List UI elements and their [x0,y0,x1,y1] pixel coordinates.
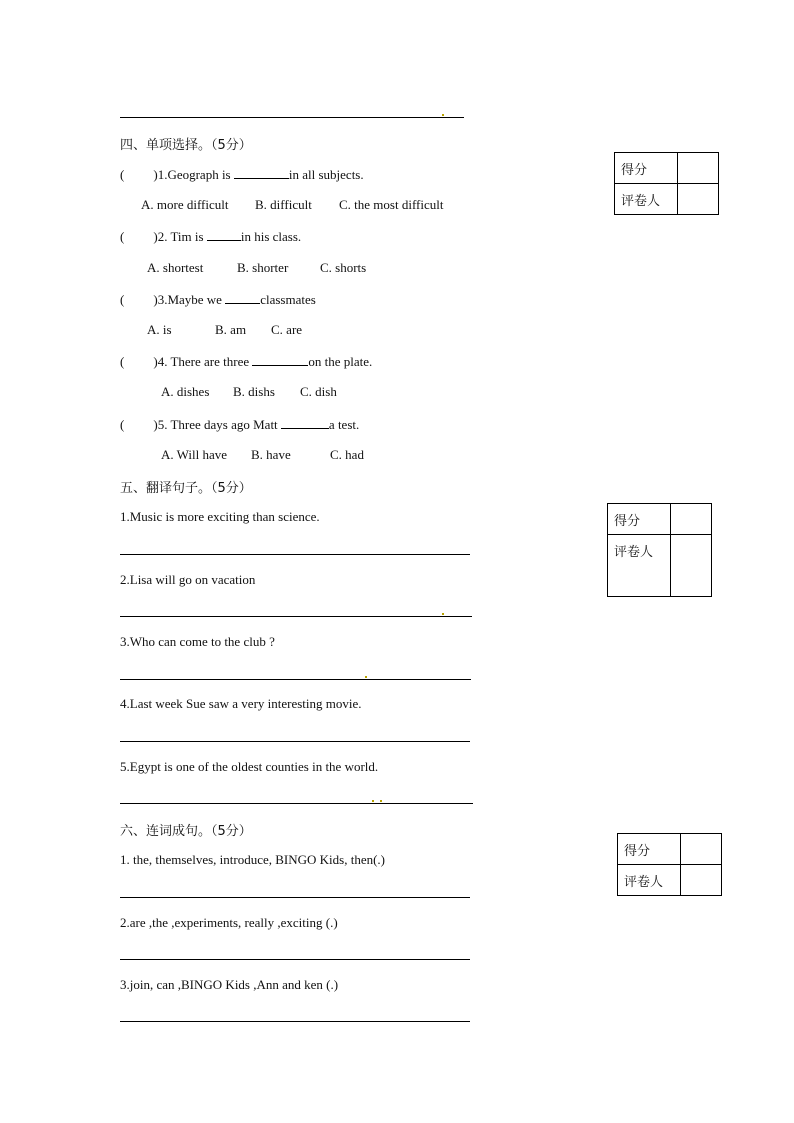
option-b[interactable]: B. dishs [233,384,275,399]
grader-label: 评卷人 [615,184,678,215]
question-text-end: a test. [328,417,360,432]
translate-item-5: 5.Egypt is one of the oldest counties in the world. [120,759,379,774]
speck [365,676,367,678]
option-a[interactable]: A. is [147,322,172,337]
reorder-item-2: 2.are ,the ,experiments, really ,exciting (.) [120,915,338,930]
score-field[interactable] [671,504,712,535]
reorder-item-3: 3.join, can ,BINGO Kids ,Ann and ken (.) [120,977,339,992]
option-a[interactable]: A. dishes [161,384,210,399]
question-4: ( )4. There are three on the plate. [120,354,373,369]
grader-label: 评卷人 [608,535,671,597]
speck [442,114,444,116]
question-1: ( )1.Geograph is in all subjects. [120,167,364,182]
option-b[interactable]: B. difficult [255,197,312,212]
top-rule-thin [344,117,464,118]
grader-field[interactable] [671,535,712,597]
translate-item-1: 1.Music is more exciting than science. [120,509,320,524]
option-c[interactable]: C. are [271,322,303,337]
section5-header: 五、翻译句子。（5分） [120,481,252,496]
top-rule [120,117,344,118]
score-box-section6 [617,833,722,896]
question-text: 4. There are three [157,354,253,369]
answer-line[interactable] [120,959,344,960]
translate-item-4: 4.Last week Sue saw a very interesting movie. [120,696,362,711]
question-text: 5. Three days ago Matt [157,417,281,432]
translate-item-3: 3.Who can come to the club ? [120,634,275,649]
answer-line[interactable] [120,741,344,742]
option-b[interactable]: B. have [251,447,291,462]
speck [442,613,444,615]
question-3: ( )3.Maybe we classmates [120,292,316,307]
grader-field[interactable] [678,184,719,215]
option-b[interactable]: B. shorter [237,260,289,275]
option-c[interactable]: C. dish [300,384,337,399]
question-text-end: in all subjects. [288,167,364,182]
score-box-section4 [614,152,719,215]
question-text-end: on the plate. [308,354,373,369]
translate-item-2: 2.Lisa will go on vacation [120,572,256,587]
option-c[interactable]: C. shorts [320,260,367,275]
option-a[interactable]: A. more difficult [141,197,229,212]
answer-line[interactable] [120,616,344,617]
score-field[interactable] [678,153,719,184]
speck [372,800,374,802]
grader-field[interactable] [681,865,722,896]
option-c[interactable]: C. had [330,447,364,462]
question-text-end: in his class. [240,229,302,244]
grader-label: 评卷人 [618,865,681,896]
question-text-end: classmates [260,292,316,307]
fill-blank[interactable] [207,228,241,241]
question-5: ( )5. Three days ago Matt a test. [120,417,360,432]
answer-paren-open: ( [120,167,125,182]
option-a[interactable]: A. Will have [161,447,228,462]
answer-line[interactable] [120,554,470,555]
answer-line[interactable] [120,803,344,804]
question-text: 1.Geograph is [157,167,234,182]
answer-line[interactable] [120,679,471,680]
option-a[interactable]: A. shortest [147,260,204,275]
fill-blank[interactable] [225,291,260,304]
question-2: ( )2. Tim is in his class. [120,229,302,244]
speck [380,800,382,802]
fill-blank[interactable] [252,353,308,366]
option-c[interactable]: C. the most difficult [339,197,444,212]
fill-blank[interactable] [234,166,289,179]
option-b[interactable]: B. am [215,322,247,337]
reorder-item-1: 1. the, themselves, introduce, BINGO Kids, then(.) [120,852,386,867]
score-label: 得分 [608,504,671,535]
score-label: 得分 [618,834,681,865]
score-box-section5 [607,503,712,597]
question-text: 2. Tim is [157,229,207,244]
score-label: 得分 [615,153,678,184]
answer-line[interactable] [120,1021,344,1022]
section4-header: 四、单项选择。（5分） [120,138,252,153]
fill-blank[interactable] [281,416,329,429]
score-field[interactable] [681,834,722,865]
question-text: 3.Maybe we [157,292,226,307]
section6-header: 六、连词成句。（5分） [120,824,252,839]
answer-line[interactable] [120,897,344,898]
